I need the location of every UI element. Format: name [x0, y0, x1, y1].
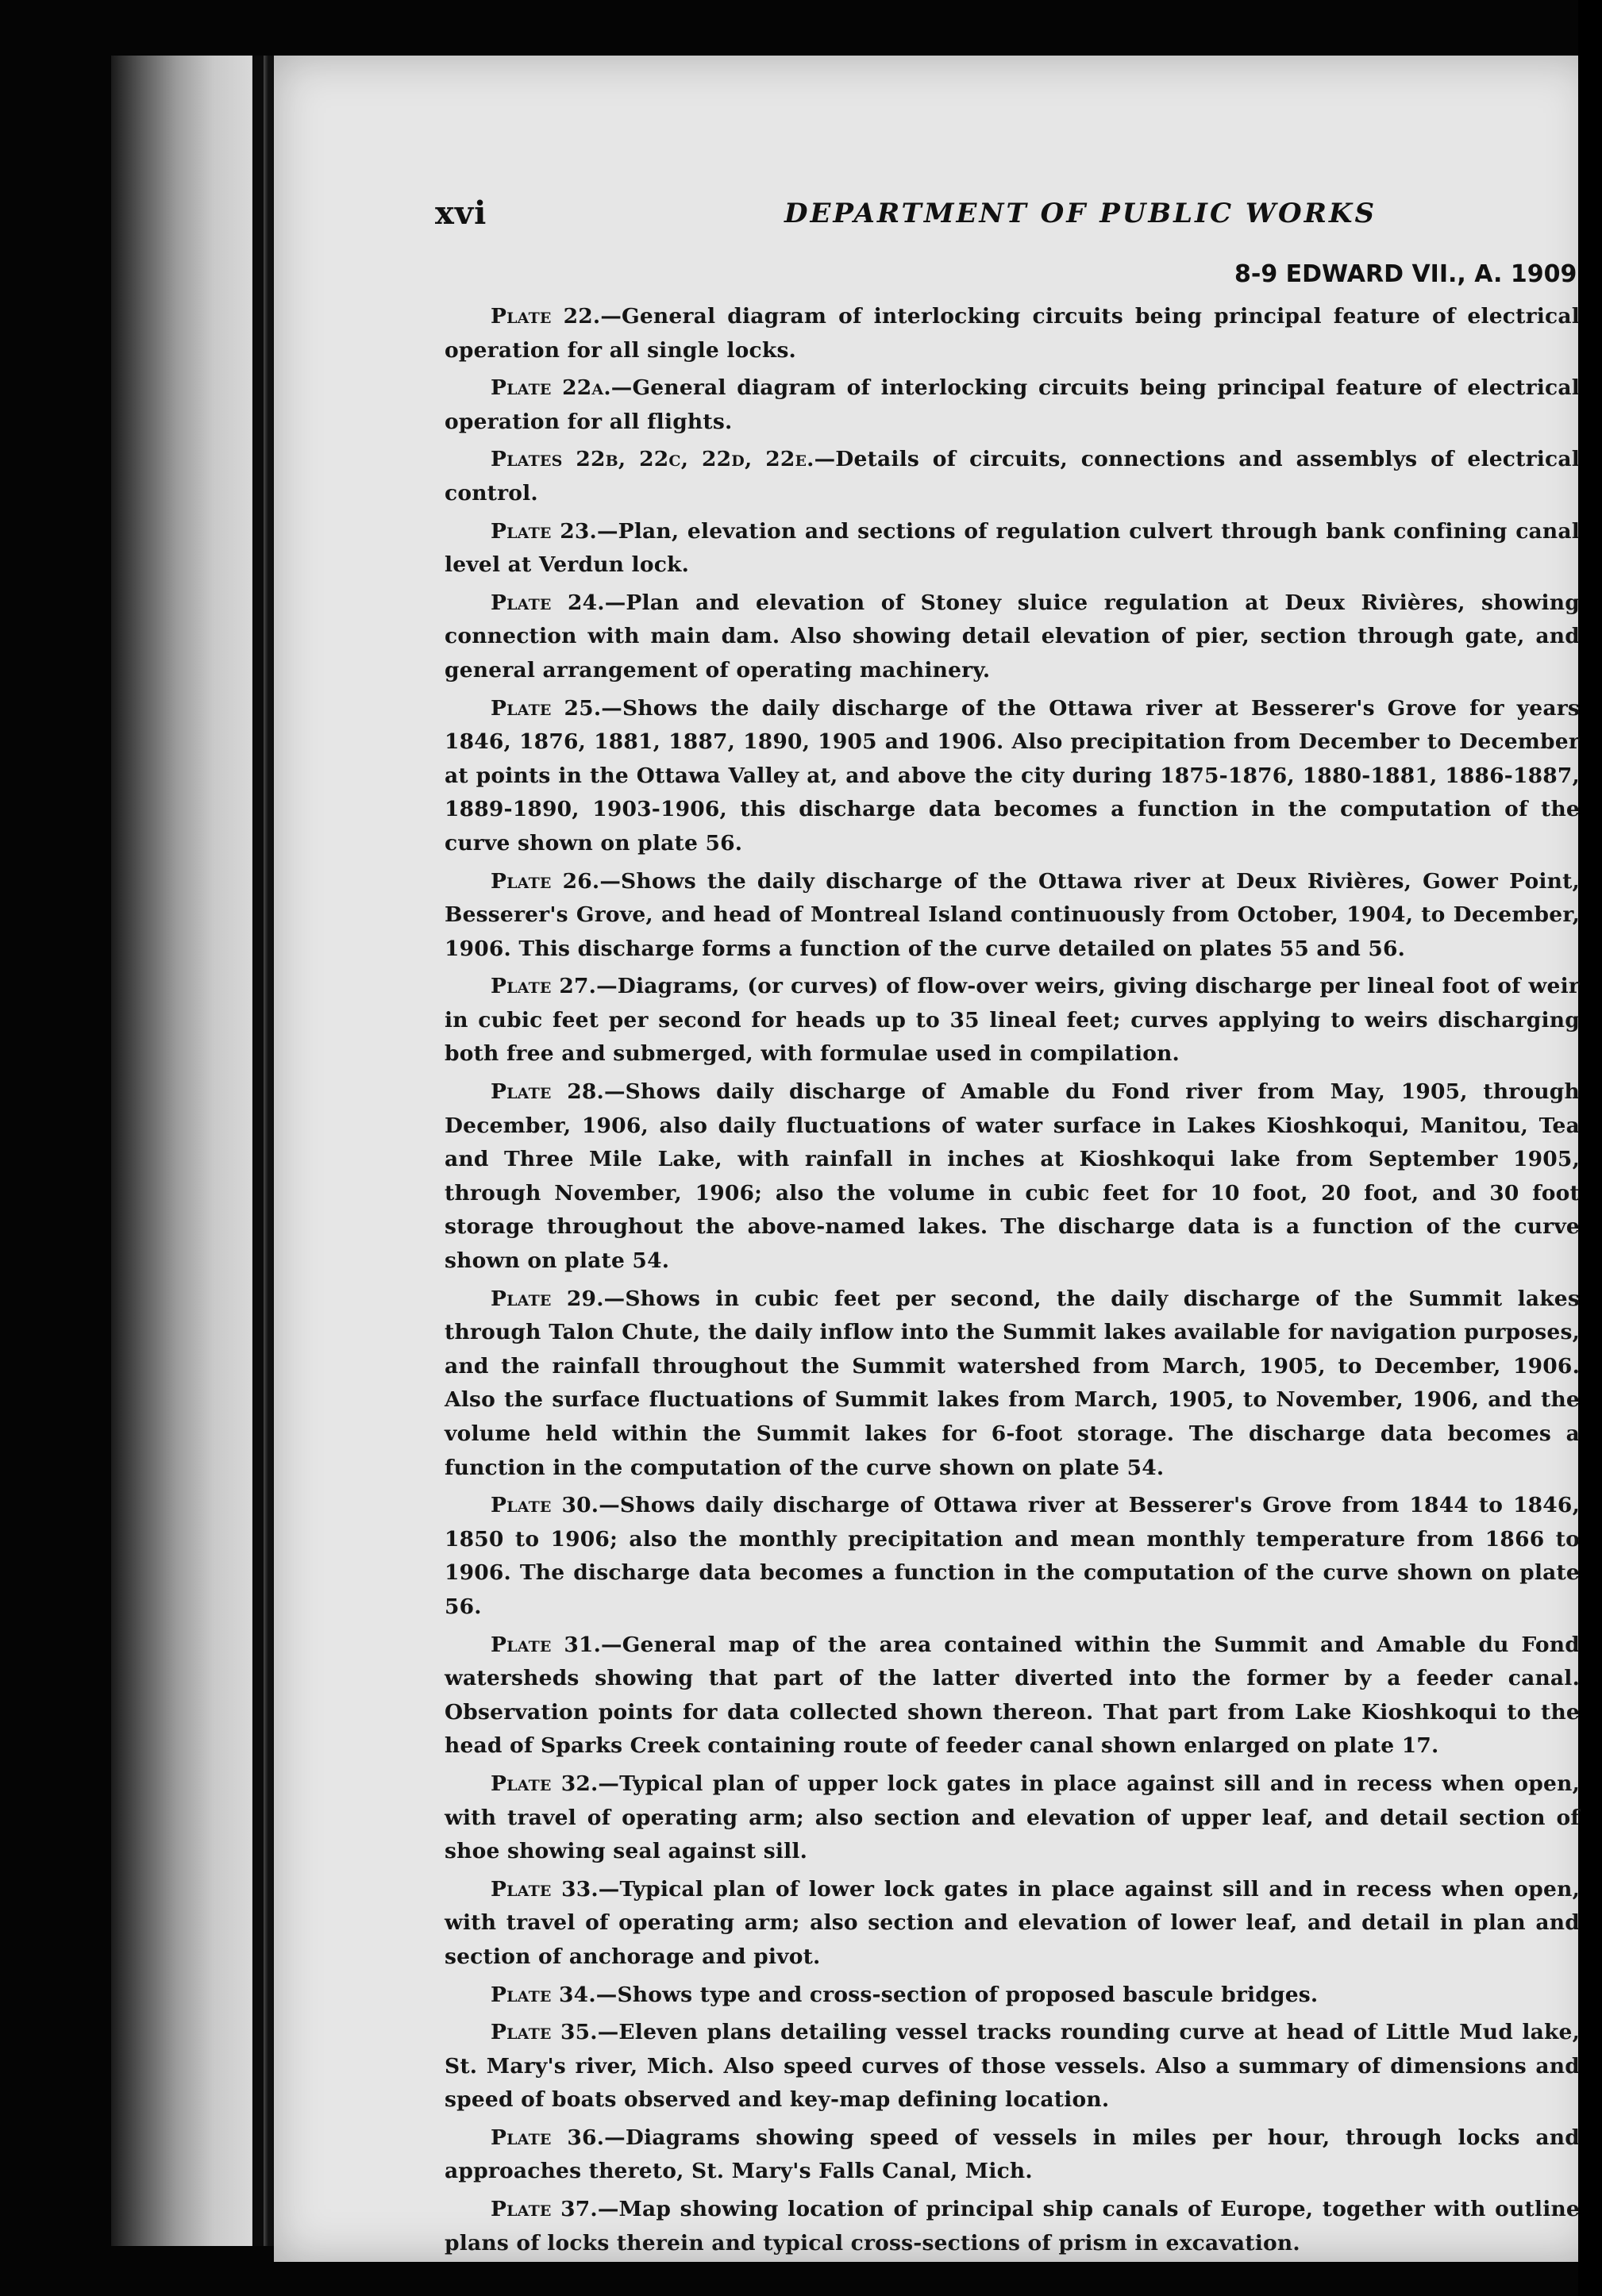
plate-description: —Plan, elevation and sections of regulation culvert through bank confining canal level at Verdun lock.: [445, 518, 1580, 578]
plate-entry: [445, 371, 1580, 439]
plate-description: —General diagram of interlocking circuits being principal feature of electrical operation for all flights.: [445, 375, 1580, 434]
plate-description: —Typical plan of upper lock gates in place against sill and in recess when open, with travel of operating arm; also section and elevation of upper leaf, and detail section of shoe showing seal against sill.: [445, 1771, 1580, 1864]
plate-label: Plate 27.: [491, 974, 597, 999]
plate-entry: [445, 1075, 1580, 1279]
plate-label: Plate 29.: [491, 1286, 604, 1311]
plate-entry: [445, 1489, 1580, 1624]
plate-entry: [445, 1767, 1580, 1869]
plate-label: Plate 28.: [491, 1079, 604, 1105]
plate-description: —Shows the daily discharge of the Ottawa river at Deux Rivières, Gower Point, Besserer's Grove, and head of Montreal Island continuously from October, 1904, to December, 1906. This discharge forms a function of the curve detailed on plates 55 and 56.: [445, 868, 1580, 961]
plate-entry: [445, 515, 1580, 583]
plate-description: —Shows daily discharge of Ottawa river at Besserer's Grove from 1844 to 1846, 1850 to 1906; also the monthly precipitation and mean monthly temperature from 1866 to 1906. The discharge data becomes a function in the computation of the curve shown on plate 56.: [445, 1493, 1580, 1619]
plate-description: —Details of circuits, connections and assemblys of electrical control.: [445, 447, 1580, 506]
plate-description: —Shows the daily discharge of the Ottawa river at Besserer's Grove for years 1846, 1876, 1881, 1887, 1890, 1905 and 1906. Also precipitation from December to December at points in the Ottawa Valley at, and above the city during 1875-1876, 1880-1881, 1886-1887, 1889-1890, 1903-1906, this discharge data becomes a function in the computation of the curve shown on plate 56.: [445, 695, 1580, 856]
plate-entry: [445, 300, 1580, 367]
plate-description: —Plan and elevation of Stoney sluice regulation at Deux Rivières, showing connection with main dam. Also showing detail elevation of pier, section through gate, and general arrangement of operating machinery.: [445, 590, 1580, 683]
plate-entry: [445, 865, 1580, 967]
plate-entry: [445, 586, 1580, 688]
session-reference: 8-9 EDWARD VII., A. 1909: [1234, 260, 1577, 288]
running-title: DEPARTMENT OF PUBLIC WORKS: [784, 198, 1377, 229]
page-number: xvi: [435, 194, 487, 232]
plate-list: [445, 300, 1580, 2264]
plate-label: Plate 32.: [491, 1771, 599, 1796]
plate-entry: [445, 1629, 1580, 1763]
plate-entry: [445, 443, 1580, 510]
plate-description: —Map showing location of principal ship canals of Europe, together with outline plans of locks therein and typical cross-sections of prism in excavation.: [445, 2197, 1580, 2256]
plate-entry: [445, 2016, 1580, 2117]
plate-label: Plate 37.: [491, 2197, 598, 2222]
plate-label: Plates 22b, 22c, 22d, 22e.: [491, 447, 814, 472]
page-header: [435, 194, 1578, 242]
plate-label: Plate 25.: [491, 695, 602, 721]
plate-description: —Shows type and cross-section of proposed bascule bridges.: [595, 1982, 1319, 2007]
plate-description: —Shows in cubic feet per second, the daily discharge of the Summit lakes through Talon Chute, the daily inflow into the Summit lakes available for navigation purposes, and the rainfall throughout the Summit watershed from March, 1905, to December, 1906. Also the surface fluctuations of Summit lakes from March, 1905, to November, 1906, and the volume held within the Summit lakes for 6-foot storage. The discharge data becomes a function in the computation of the curve shown on plate 54.: [445, 1286, 1580, 1480]
plate-entry: [445, 1283, 1580, 1486]
plate-description: —General diagram of interlocking circuits being principal feature of electrical operation for all single locks.: [445, 304, 1580, 363]
plate-description: —Shows daily discharge of Amable du Fond river from May, 1905, through December, 1906, also daily fluctuations of water surface in Lakes Kioshkoqui, Manitou, Tea and Three Mile Lake, with rainfall in inches at Kioshkoqui lake from September 1905, through November, 1906; also the volume in cubic feet for 10 foot, 20 foot, and 30 foot storage throughout the above-named lakes. The discharge data is a function of the curve shown on plate 54.: [445, 1079, 1580, 1274]
plate-label: Plate 22a.: [491, 375, 611, 401]
plate-entry: [445, 970, 1580, 1071]
spine-shadow: [252, 56, 264, 2246]
plate-entry: [445, 692, 1580, 861]
plate-label: Plate 35.: [491, 2020, 598, 2045]
plate-label: Plate 24.: [491, 590, 605, 615]
plate-label: Plate 26.: [491, 868, 600, 894]
plate-label: Plate 33.: [491, 1876, 599, 1902]
plate-label: Plate 36.: [491, 2125, 605, 2150]
plate-label: Plate 31.: [491, 1632, 602, 1657]
scan-edge: [1578, 0, 1602, 2296]
plate-label: Plate 22.: [491, 304, 601, 329]
plate-entry: [445, 2193, 1580, 2260]
plate-label: Plate 34.: [491, 1982, 596, 2007]
plate-entry: [445, 1979, 1580, 2013]
plate-description: —Diagrams, (or curves) of flow-over weirs, giving discharge per lineal foot of weir in cubic feet per second for heads up to 35 lineal feet; curves applying to weirs discharging both free and submerged, with formulae used in compilation.: [445, 974, 1581, 1067]
plate-description: —Diagrams showing speed of vessels in miles per hour, through locks and approaches thereto, St. Mary's Falls Canal, Mich.: [445, 2125, 1580, 2184]
plate-entry: [445, 2121, 1580, 2189]
plate-label: Plate 23.: [491, 518, 597, 544]
plate-entry: [445, 1873, 1580, 1975]
plate-description: —Typical plan of lower lock gates in place against sill and in recess when open, with travel of operating arm; also section and elevation of lower leaf, and detail in plan and section of anchorage and pivot.: [445, 1876, 1580, 1969]
plate-description: —General map of the area contained within the Summit and Amable du Fond watersheds showing that part of the latter diverted into the former by a feeder canal. Observation points for data collected shown thereon. That part from Lake Kioshkoqui to the head of Sparks Creek containing route of feeder canal shown enlarged on plate 17.: [445, 1632, 1580, 1759]
plate-label: Plate 30.: [491, 1493, 599, 1518]
plate-description: —Eleven plans detailing vessel tracks rounding curve at head of Little Mud lake, St. Mary's river, Mich. Also speed curves of those vessels. Also a summary of dimensions and speed of boats observed and key-map defining location.: [445, 2020, 1580, 2113]
